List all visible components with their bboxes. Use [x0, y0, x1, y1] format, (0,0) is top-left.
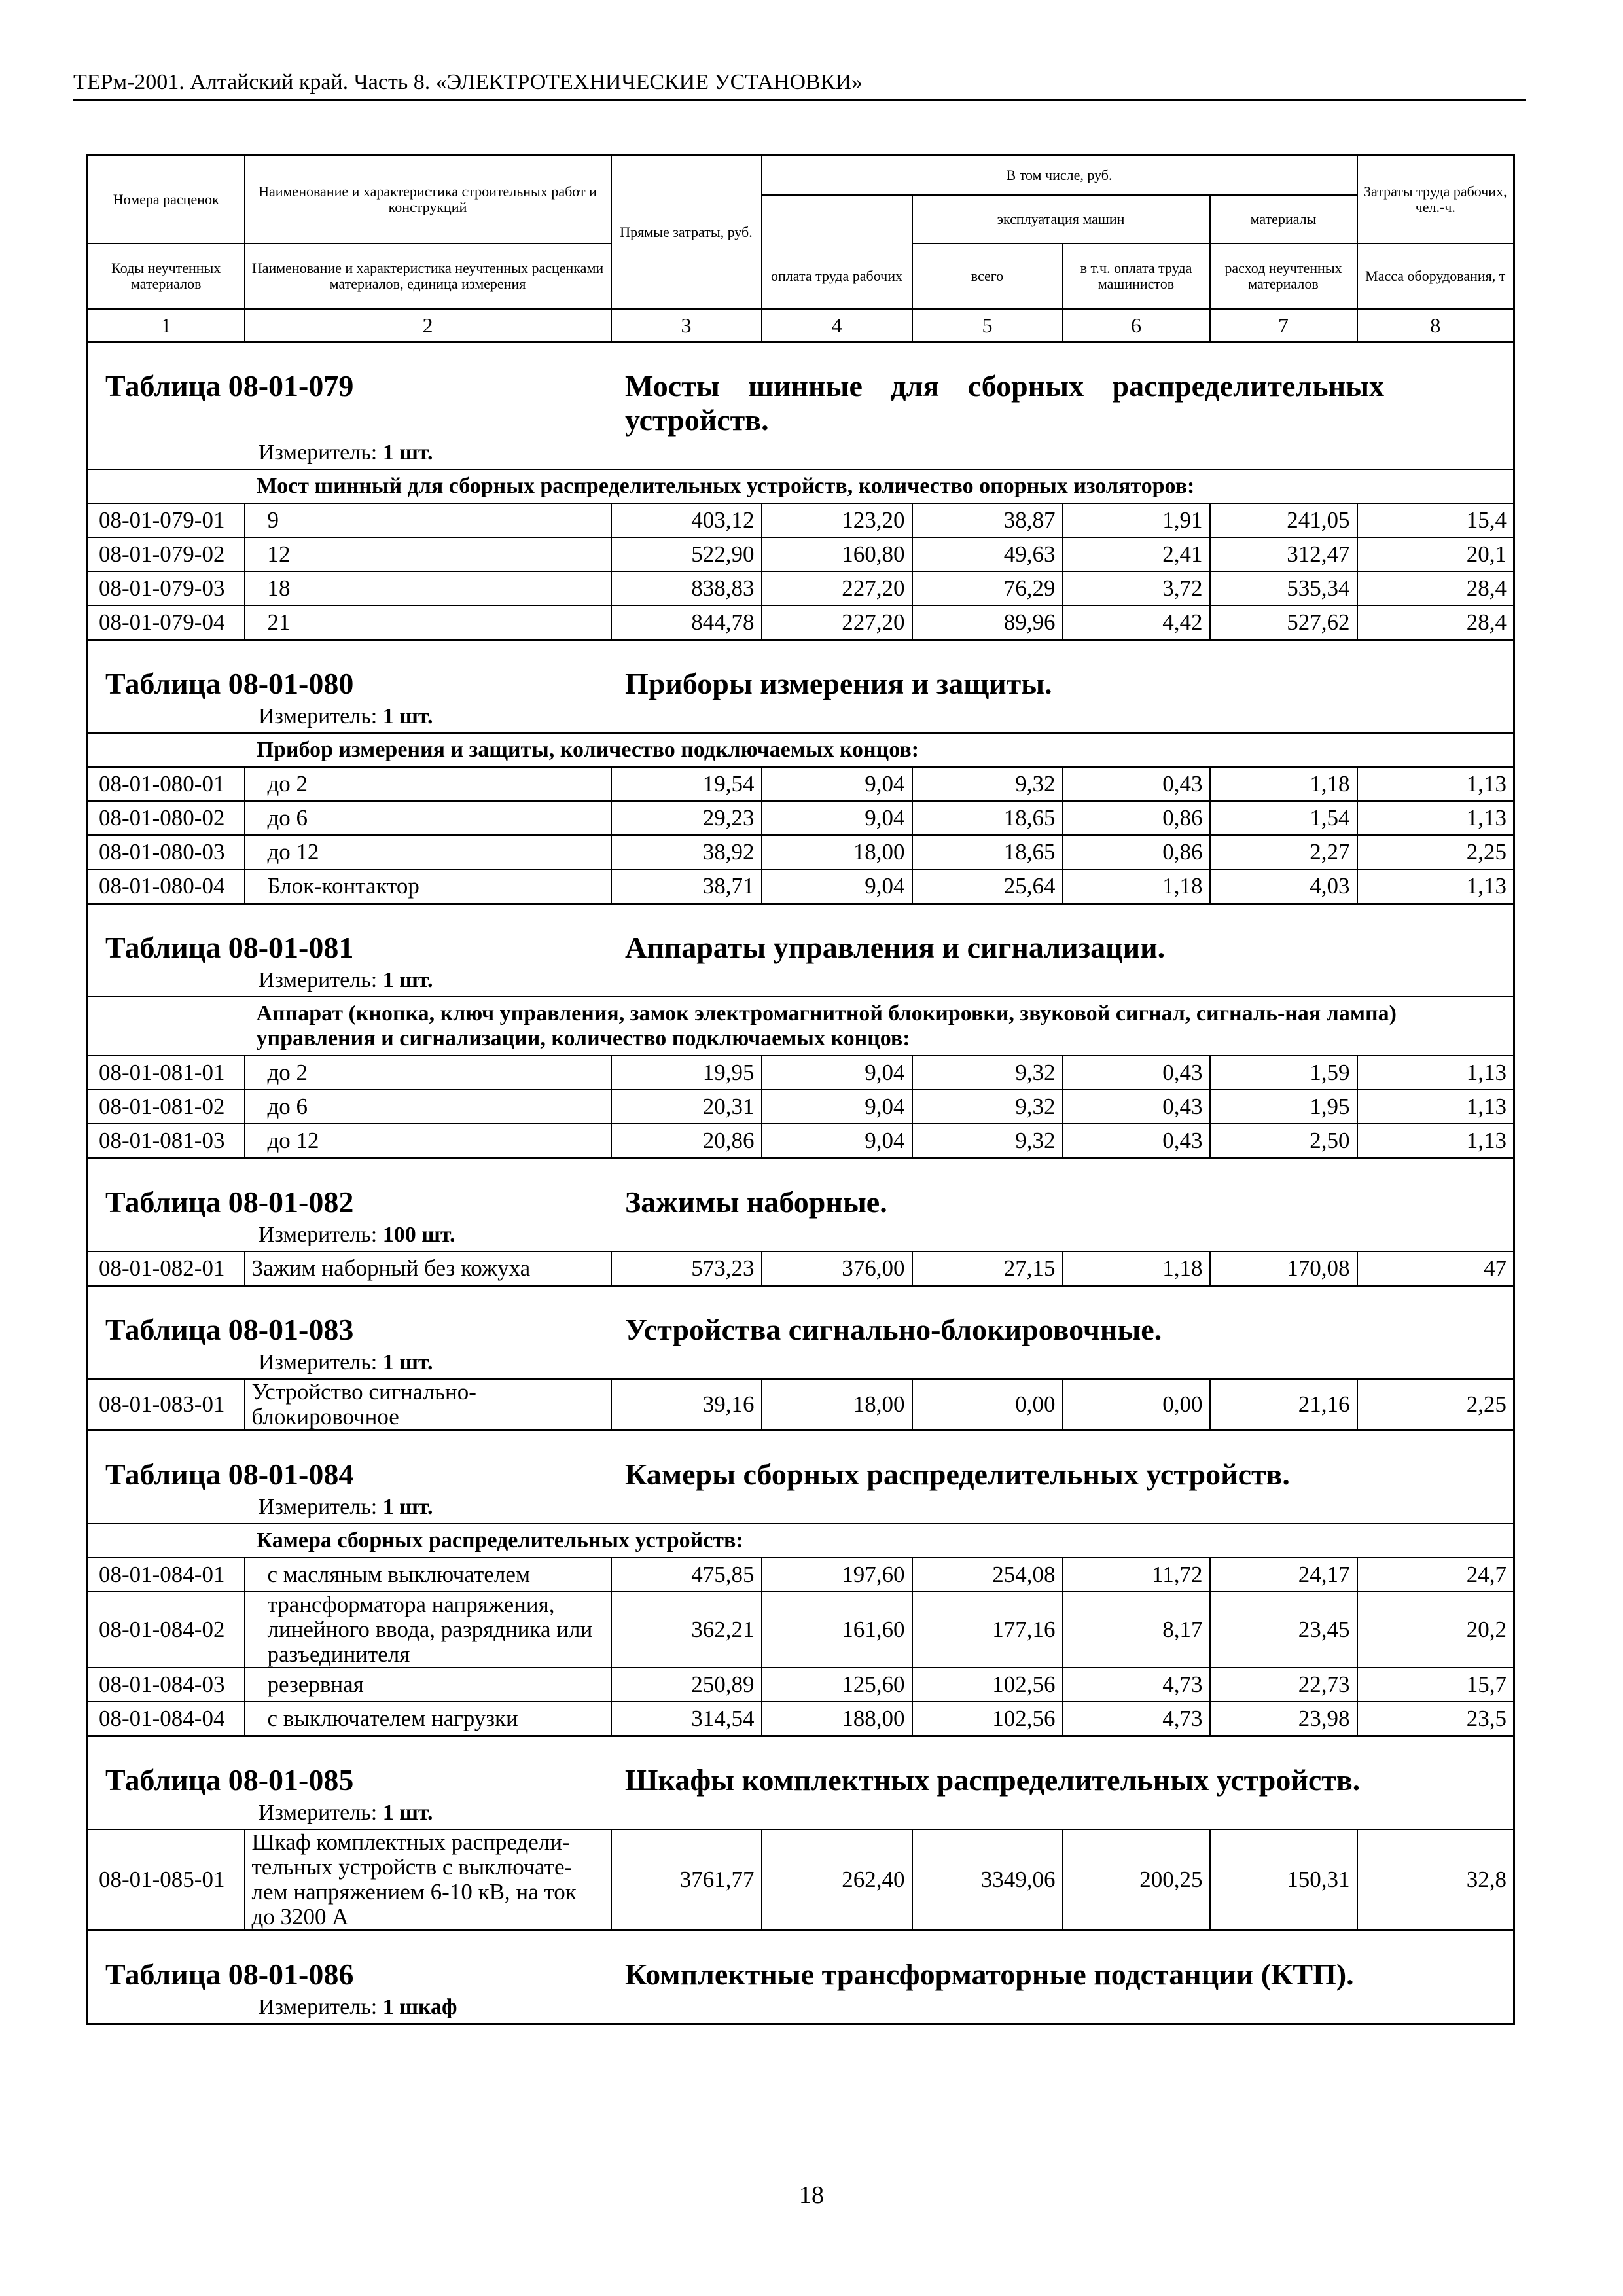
- table-row: [88, 1090, 1514, 1124]
- col-number: 4: [762, 309, 912, 342]
- value-cell: 3761,77: [611, 1829, 762, 1931]
- rate-code: 08-01-084-03: [88, 1668, 245, 1702]
- rate-code: 08-01-081-02: [88, 1090, 245, 1124]
- sections-body: [88, 342, 1514, 2024]
- head-direct-costs: Прямые затраты, руб.: [611, 156, 762, 310]
- value-cell: 161,60: [762, 1592, 912, 1668]
- value-cell: 24,7: [1357, 1558, 1514, 1592]
- group-title: Мост шинный для сборных распределительных устройств, количество опорных изоляторов:: [245, 469, 1514, 503]
- value-cell: 1,13: [1357, 801, 1514, 835]
- value-cell: 32,8: [1357, 1829, 1514, 1931]
- head-work-name: Наименование и характеристика строительных работ и конструкций: [245, 156, 611, 244]
- table-row: [88, 1251, 1514, 1286]
- value-cell: 89,96: [912, 605, 1063, 640]
- head-empty: [762, 195, 912, 243]
- col-number: 6: [1063, 309, 1210, 342]
- value-cell: 3349,06: [912, 1829, 1063, 1931]
- value-cell: 19,54: [611, 767, 762, 801]
- value-cell: 18,00: [762, 1379, 912, 1431]
- value-cell: 376,00: [762, 1251, 912, 1286]
- table-title: Зажимы наборные.: [625, 1185, 887, 1219]
- value-cell: 25,64: [912, 869, 1063, 904]
- rate-code: 08-01-081-03: [88, 1124, 245, 1158]
- measure-label: Измеритель:: [259, 704, 378, 728]
- value-cell: 2,41: [1063, 537, 1210, 571]
- col-number: 5: [912, 309, 1063, 342]
- table-row: [88, 1668, 1514, 1702]
- measure-value: 1 шт.: [382, 1495, 433, 1519]
- value-cell: 1,13: [1357, 1056, 1514, 1090]
- head-equip-mass: Масса оборудования, т: [1357, 243, 1514, 309]
- value-cell: 20,2: [1357, 1592, 1514, 1668]
- value-cell: 4,03: [1210, 869, 1357, 904]
- row-name: до 12: [245, 835, 611, 869]
- table-row: [88, 1702, 1514, 1736]
- row-name: до 6: [245, 801, 611, 835]
- section-title-row: [88, 1931, 1514, 2024]
- measure-line: [259, 965, 1513, 996]
- table-number: Таблица 08-01-079: [105, 369, 354, 403]
- table-title: Мосты шинные для сборных распределительных устройств.: [625, 369, 1384, 437]
- measure-value: 1 шкаф: [382, 1995, 457, 2019]
- rate-code: 08-01-085-01: [88, 1829, 245, 1931]
- rate-code: 08-01-079-02: [88, 537, 245, 571]
- value-cell: 15,4: [1357, 503, 1514, 537]
- col-number: 1: [88, 309, 245, 342]
- section-title-row: [88, 904, 1514, 997]
- table-title: Аппараты управления и сигнализации.: [625, 931, 1166, 964]
- value-cell: 102,56: [912, 1668, 1063, 1702]
- table-row: [88, 835, 1514, 869]
- measure-label: Измеритель:: [259, 1495, 378, 1519]
- value-cell: 76,29: [912, 571, 1063, 605]
- measure-label: Измеритель:: [259, 1995, 378, 2019]
- head-materials: материалы: [1210, 195, 1357, 243]
- table-row: [88, 1379, 1514, 1431]
- group-row: [88, 1524, 1514, 1558]
- row-name: до 6: [245, 1090, 611, 1124]
- value-cell: 28,4: [1357, 571, 1514, 605]
- value-cell: 15,7: [1357, 1668, 1514, 1702]
- table-title: Камеры сборных распределительных устройств.: [625, 1458, 1290, 1491]
- row-name: Зажим наборный без кожуха: [245, 1251, 611, 1286]
- table-title: Шкафы комплектных распределительных устройств.: [625, 1763, 1361, 1797]
- value-cell: 2,50: [1210, 1124, 1357, 1158]
- value-cell: 160,80: [762, 537, 912, 571]
- value-cell: 2,27: [1210, 835, 1357, 869]
- value-cell: 0,86: [1063, 801, 1210, 835]
- value-cell: 573,23: [611, 1251, 762, 1286]
- value-cell: 125,60: [762, 1668, 912, 1702]
- group-code-cell: [88, 997, 245, 1056]
- value-cell: 150,31: [1210, 1829, 1357, 1931]
- head-incl-operators: в т.ч. оплата труда машинистов: [1063, 243, 1210, 309]
- value-cell: 4,42: [1063, 605, 1210, 640]
- table-row: [88, 767, 1514, 801]
- row-name: 21: [245, 605, 611, 640]
- value-cell: 1,13: [1357, 767, 1514, 801]
- value-cell: 20,31: [611, 1090, 762, 1124]
- value-cell: 535,34: [1210, 571, 1357, 605]
- value-cell: 0,43: [1063, 1056, 1210, 1090]
- rate-code: 08-01-081-01: [88, 1056, 245, 1090]
- group-title: Аппарат (кнопка, ключ управления, замок электромагнитной блокировки, звуковой сигнал, сигналь-ная лампа) управления и сигнализации, количество подключаемых концов:: [245, 997, 1514, 1056]
- section-title-row: [88, 640, 1514, 734]
- value-cell: 18,65: [912, 835, 1063, 869]
- measure-value: 1 шт.: [382, 440, 433, 465]
- measure-line: [259, 701, 1513, 732]
- value-cell: 8,17: [1063, 1592, 1210, 1668]
- value-cell: 27,15: [912, 1251, 1063, 1286]
- measure-line: [259, 437, 1513, 469]
- table-row: [88, 801, 1514, 835]
- measure-line: [259, 1797, 1513, 1829]
- table-row: [88, 1056, 1514, 1090]
- table-row: [88, 605, 1514, 640]
- head-codes-unaccounted: Коды неучтенных материалов: [88, 243, 245, 309]
- value-cell: 20,86: [611, 1124, 762, 1158]
- value-cell: 11,72: [1063, 1558, 1210, 1592]
- value-cell: 9,32: [912, 1090, 1063, 1124]
- table-row: [88, 571, 1514, 605]
- measure-line: [259, 1492, 1513, 1523]
- value-cell: 22,73: [1210, 1668, 1357, 1702]
- rate-code: 08-01-084-04: [88, 1702, 245, 1736]
- rate-code: 08-01-079-04: [88, 605, 245, 640]
- measure-line: [259, 1347, 1513, 1378]
- value-cell: 9,32: [912, 1124, 1063, 1158]
- value-cell: 9,04: [762, 801, 912, 835]
- value-cell: 38,87: [912, 503, 1063, 537]
- value-cell: 1,95: [1210, 1090, 1357, 1124]
- value-cell: 9,04: [762, 1056, 912, 1090]
- value-cell: 403,12: [611, 503, 762, 537]
- value-cell: 9,32: [912, 1056, 1063, 1090]
- table-row: [88, 1592, 1514, 1668]
- value-cell: 1,13: [1357, 869, 1514, 904]
- row-name: 12: [245, 537, 611, 571]
- table-row: [88, 1558, 1514, 1592]
- value-cell: 20,1: [1357, 537, 1514, 571]
- group-code-cell: [88, 1524, 245, 1558]
- value-cell: 522,90: [611, 537, 762, 571]
- value-cell: 0,43: [1063, 1090, 1210, 1124]
- group-row: [88, 469, 1514, 503]
- measure-value: 1 шт.: [382, 968, 433, 992]
- value-cell: 9,32: [912, 767, 1063, 801]
- value-cell: 1,59: [1210, 1056, 1357, 1090]
- value-cell: 2,25: [1357, 835, 1514, 869]
- rate-code: 08-01-083-01: [88, 1379, 245, 1431]
- value-cell: 314,54: [611, 1702, 762, 1736]
- value-cell: 9,04: [762, 869, 912, 904]
- value-cell: 0,43: [1063, 1124, 1210, 1158]
- row-name: трансформатора напряжения, линейного ввода, разрядника или разъединителя: [245, 1592, 611, 1668]
- table-title: Комплектные трансформаторные подстанции (КТП).: [625, 1958, 1354, 1991]
- running-header: ТЕРм-2001. Алтайский край. Часть 8. «ЭЛЕКТРОТЕХНИЧЕСКИЕ УСТАНОВКИ»: [73, 69, 1526, 101]
- col-number: 8: [1357, 309, 1514, 342]
- group-title: Камера сборных распределительных устройств:: [245, 1524, 1514, 1558]
- measure-label: Измеритель:: [259, 1801, 378, 1825]
- measure-line: [259, 1992, 1513, 2023]
- value-cell: 123,20: [762, 503, 912, 537]
- table-head: [88, 156, 1514, 342]
- value-cell: 4,73: [1063, 1668, 1210, 1702]
- value-cell: 1,91: [1063, 503, 1210, 537]
- value-cell: 177,16: [912, 1592, 1063, 1668]
- rate-code: 08-01-084-02: [88, 1592, 245, 1668]
- value-cell: 312,47: [1210, 537, 1357, 571]
- section-title-row: [88, 342, 1514, 470]
- value-cell: 1,18: [1063, 1251, 1210, 1286]
- value-cell: 9,04: [762, 1090, 912, 1124]
- table-number: Таблица 08-01-084: [105, 1458, 354, 1491]
- value-cell: 23,98: [1210, 1702, 1357, 1736]
- rate-code: 08-01-084-01: [88, 1558, 245, 1592]
- section-title-row: [88, 1736, 1514, 1830]
- measure-value: 100 шт.: [382, 1223, 455, 1247]
- value-cell: 0,00: [912, 1379, 1063, 1431]
- table-title: Устройства сигнально-блокировочные.: [625, 1313, 1162, 1346]
- value-cell: 18,00: [762, 835, 912, 869]
- value-cell: 0,43: [1063, 767, 1210, 801]
- value-cell: 227,20: [762, 605, 912, 640]
- value-cell: 23,5: [1357, 1702, 1514, 1736]
- rate-code: 08-01-080-01: [88, 767, 245, 801]
- rate-code: 08-01-080-02: [88, 801, 245, 835]
- value-cell: 1,54: [1210, 801, 1357, 835]
- col-number: 3: [611, 309, 762, 342]
- value-cell: 18,65: [912, 801, 1063, 835]
- measure-line: [259, 1219, 1513, 1251]
- group-row: [88, 733, 1514, 767]
- measure-label: Измеритель:: [259, 1350, 378, 1374]
- head-machine-ops: эксплуатация машин: [912, 195, 1210, 243]
- value-cell: 4,73: [1063, 1702, 1210, 1736]
- value-cell: 0,00: [1063, 1379, 1210, 1431]
- rate-code: 08-01-082-01: [88, 1251, 245, 1286]
- measure-value: 1 шт.: [382, 1350, 433, 1374]
- value-cell: 170,08: [1210, 1251, 1357, 1286]
- row-name: до 2: [245, 767, 611, 801]
- section-title-row: [88, 1431, 1514, 1524]
- value-cell: 844,78: [611, 605, 762, 640]
- table-number: Таблица 08-01-083: [105, 1313, 354, 1346]
- value-cell: 3,72: [1063, 571, 1210, 605]
- value-cell: 227,20: [762, 571, 912, 605]
- value-cell: 1,18: [1063, 869, 1210, 904]
- value-cell: 254,08: [912, 1558, 1063, 1592]
- group-code-cell: [88, 469, 245, 503]
- row-name: Шкаф комплектных распредели-тельных устройств с выключате-лем напряжением 6-10 кВ, на ток до 3200 А: [245, 1829, 611, 1931]
- row-name: 9: [245, 503, 611, 537]
- rate-code: 08-01-079-03: [88, 571, 245, 605]
- value-cell: 19,95: [611, 1056, 762, 1090]
- value-cell: 38,71: [611, 869, 762, 904]
- value-cell: 1,13: [1357, 1090, 1514, 1124]
- row-name: Устройство сигнально-блокировочное: [245, 1379, 611, 1431]
- value-cell: 24,17: [1210, 1558, 1357, 1592]
- value-cell: 28,4: [1357, 605, 1514, 640]
- measure-value: 1 шт.: [382, 1801, 433, 1825]
- table-row: [88, 1124, 1514, 1158]
- value-cell: 250,89: [611, 1668, 762, 1702]
- row-name: с выключателем нагрузки: [245, 1702, 611, 1736]
- value-cell: 9,04: [762, 767, 912, 801]
- table-row: [88, 1829, 1514, 1931]
- value-cell: 475,85: [611, 1558, 762, 1592]
- head-unaccounted-use: расход неучтенных материалов: [1210, 243, 1357, 309]
- head-rate-numbers: Номера расценок: [88, 156, 245, 244]
- measure-value: 1 шт.: [382, 704, 433, 728]
- value-cell: 1,18: [1210, 767, 1357, 801]
- value-cell: 527,62: [1210, 605, 1357, 640]
- table-row: [88, 503, 1514, 537]
- value-cell: 200,25: [1063, 1829, 1210, 1931]
- table-number: Таблица 08-01-086: [105, 1958, 354, 1991]
- value-cell: 49,63: [912, 537, 1063, 571]
- section-title-row: [88, 1158, 1514, 1252]
- col-number: 2: [245, 309, 611, 342]
- value-cell: 47: [1357, 1251, 1514, 1286]
- head-worker-pay: оплата труда рабочих: [762, 243, 912, 309]
- value-cell: 39,16: [611, 1379, 762, 1431]
- group-code-cell: [88, 733, 245, 767]
- table-number: Таблица 08-01-085: [105, 1763, 354, 1797]
- head-incl: В том числе, руб.: [762, 156, 1357, 196]
- measure-label: Измеритель:: [259, 1223, 378, 1247]
- page-number: 18: [799, 2181, 824, 2209]
- value-cell: 241,05: [1210, 503, 1357, 537]
- value-cell: 262,40: [762, 1829, 912, 1931]
- head-labor-cost: Затраты труда рабочих, чел.-ч.: [1357, 156, 1514, 244]
- value-cell: 0,86: [1063, 835, 1210, 869]
- value-cell: 362,21: [611, 1592, 762, 1668]
- row-name: 18: [245, 571, 611, 605]
- value-cell: 2,25: [1357, 1379, 1514, 1431]
- measure-label: Измеритель:: [259, 440, 378, 465]
- value-cell: 188,00: [762, 1702, 912, 1736]
- measure-label: Измеритель:: [259, 968, 378, 992]
- group-title: Прибор измерения и защиты, количество подключаемых концов:: [245, 733, 1514, 767]
- value-cell: 29,23: [611, 801, 762, 835]
- value-cell: 102,56: [912, 1702, 1063, 1736]
- head-total: всего: [912, 243, 1063, 309]
- rate-code: 08-01-079-01: [88, 503, 245, 537]
- value-cell: 197,60: [762, 1558, 912, 1592]
- col-number: 7: [1210, 309, 1357, 342]
- row-name: до 12: [245, 1124, 611, 1158]
- value-cell: 38,92: [611, 835, 762, 869]
- head-name-unaccounted: Наименование и характеристика неучтенных расценками материалов, единица измерения: [245, 243, 611, 309]
- row-name: с масляным выключателем: [245, 1558, 611, 1592]
- table-number: Таблица 08-01-082: [105, 1185, 354, 1219]
- rates-table: [86, 154, 1515, 2025]
- table-title: Приборы измерения и защиты.: [625, 667, 1052, 700]
- rate-code: 08-01-080-03: [88, 835, 245, 869]
- rate-code: 08-01-080-04: [88, 869, 245, 904]
- value-cell: 1,13: [1357, 1124, 1514, 1158]
- value-cell: 9,04: [762, 1124, 912, 1158]
- table-number: Таблица 08-01-080: [105, 667, 354, 700]
- value-cell: 838,83: [611, 571, 762, 605]
- section-title-row: [88, 1286, 1514, 1380]
- table-row: [88, 869, 1514, 904]
- table-number: Таблица 08-01-081: [105, 931, 354, 964]
- group-row: [88, 997, 1514, 1056]
- row-name: резервная: [245, 1668, 611, 1702]
- value-cell: 23,45: [1210, 1592, 1357, 1668]
- row-name: Блок-контактор: [245, 869, 611, 904]
- value-cell: 21,16: [1210, 1379, 1357, 1431]
- row-name: до 2: [245, 1056, 611, 1090]
- table-row: [88, 537, 1514, 571]
